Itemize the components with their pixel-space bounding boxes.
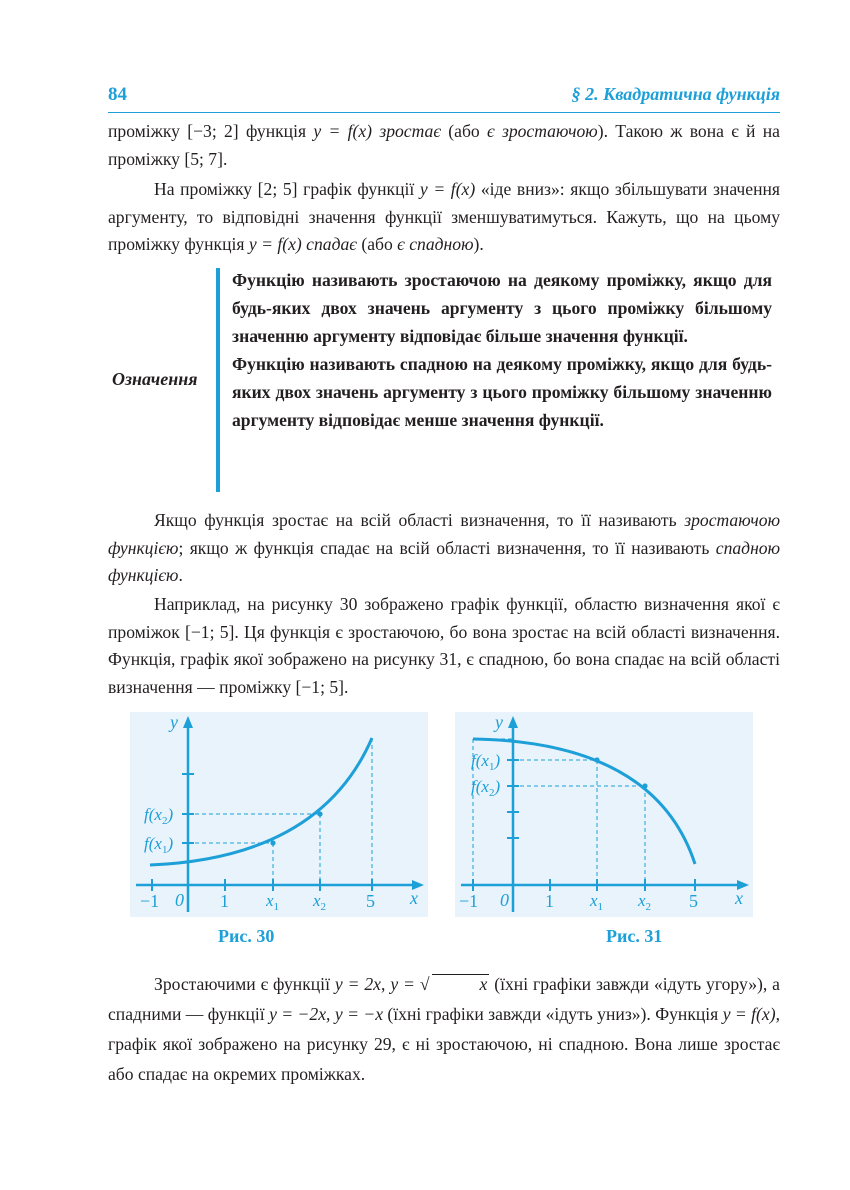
fig30-y-label: y: [170, 712, 178, 732]
paragraph-3: Якщо функція зростає на всій області визначення, то її називають зростаючою функцією; якщо ж функція спадає на всій області визначення, то її називають спадною функцією.: [108, 510, 780, 585]
fig31-tick-neg1: −1: [459, 891, 479, 911]
paragraph-4: Наприклад, на рисунку 30 зображено графік функції, областю визначення якої є проміжок [−1; 5]. Ця функція є зростаючою, бо вона зростає на всій області визначення. Функція, графік якої зображено на рисунку 31, є спадною, бо вона спадає на всій області визначення — проміжку [−1; 5].: [108, 594, 780, 697]
paragraph-5: Зростаючими є функції y = 2x, y = √ x (їхні графіки завжди «ідуть угору»), а спадними — функції y = −2x, y = −x (їхні графіки завжди «ідуть униз»). Функція y = f(x), графік якої зображено на рисунку 29, є ні зростаючою, ні спадною. Вона лише зростає або спадає на окремих проміжках.: [108, 974, 780, 1084]
fig30-fx1-label: $f(x_1)$: [144, 834, 174, 856]
fig31-fx2-label: $f(x_2)$: [471, 777, 501, 799]
fig30-x2-label: $x_2$: [313, 891, 327, 913]
page-number: 84: [108, 84, 127, 105]
figure-31: [455, 712, 753, 917]
fig30-point-1: [270, 840, 275, 845]
page-header: [108, 84, 780, 108]
fig31-x-label: x: [735, 888, 743, 908]
fig30-tick-5: 5: [366, 891, 375, 911]
figure-30-caption: Рис. 30: [218, 926, 275, 946]
fig31-x1-label: $x_1$: [590, 891, 604, 913]
fig30-tick-neg1: −1: [140, 891, 160, 911]
fig30-x-label: x: [410, 888, 418, 908]
fig31-x2-label: $x_2$: [638, 891, 652, 913]
fig30-point-2: [317, 811, 322, 816]
definition-box: [232, 266, 772, 434]
fig31-point-1: [594, 757, 599, 762]
fig30-tick-1: 1: [220, 891, 229, 911]
fig30-x1-label: $x_1$: [266, 891, 280, 913]
fig30-fx2-label: $f(x_2)$: [144, 805, 174, 827]
fig31-tick-1: 1: [545, 891, 554, 911]
figure-30: [130, 712, 428, 917]
sqrt-radicand: x: [432, 974, 490, 994]
fig30-origin: 0: [175, 890, 184, 910]
definition-bar: [216, 268, 220, 492]
definition-label: Означення: [112, 369, 198, 389]
fig31-origin: 0: [500, 890, 509, 910]
section-title: § 2. Квадратична функція: [571, 84, 780, 104]
header-rule: [108, 112, 780, 113]
fig31-tick-5: 5: [689, 891, 698, 911]
definition-decreasing: Функцію називають спадною на деякому проміжку, якщо для будь-яких двох значень аргументу з цього проміжку більшому значенню аргументу відповідає менше значення функції.: [232, 354, 772, 430]
paragraph-1: проміжку [−3; 2] функція y = f(x) зростає (або є зростаючою). Такою ж вона є й на проміжку [5; 7].: [108, 121, 780, 169]
fig31-fx1-label: $f(x_1)$: [471, 751, 501, 773]
sqrt-sign: √: [419, 974, 430, 994]
fig31-y-label: y: [495, 712, 503, 732]
fig31-point-2: [642, 783, 647, 788]
definition-increasing: Функцію називають зростаючою на деякому проміжку, якщо для будь-яких двох значень аргументу з цього проміжку більшому значенню аргументу відповідає більше значення функції.: [232, 270, 772, 346]
figure-31-caption: Рис. 31: [606, 926, 663, 946]
paragraph-2: На проміжку [2; 5] графік функції y = f(x) «іде вниз»: якщо збільшувати значення аргументу, то відповідні значення функції зменшуватимуться. Кажуть, що на цьому проміжку функція y = f(x) спадає (або є спадною).: [108, 179, 781, 254]
